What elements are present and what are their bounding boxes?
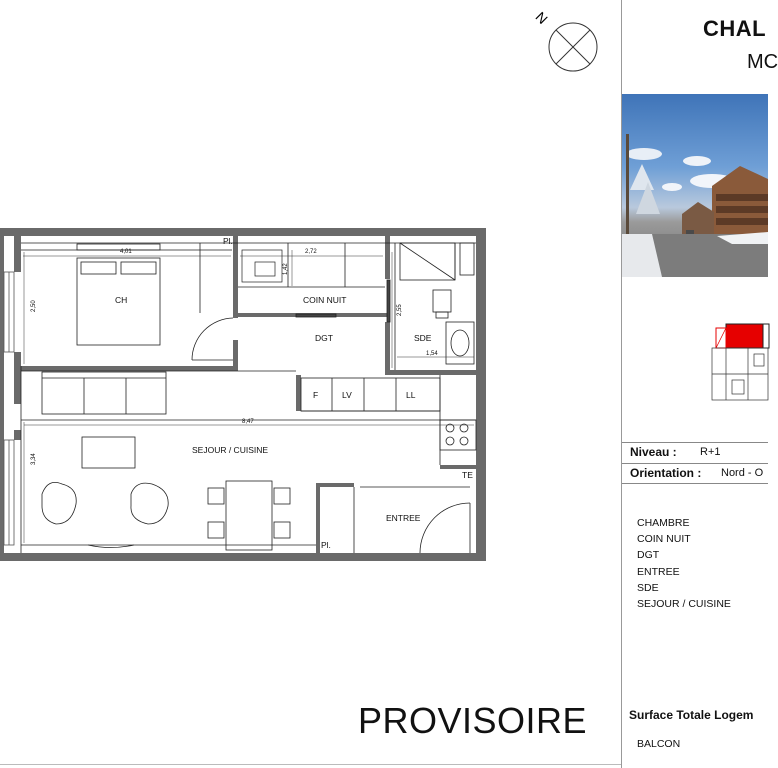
coin-nuit-furniture: [242, 250, 282, 282]
niveau-value: R+1: [700, 446, 721, 458]
dim-total-width: 8,47: [242, 419, 254, 425]
sofa: [42, 372, 166, 414]
fixture-placard-top: Pl.: [223, 236, 233, 246]
north-label: N: [532, 8, 551, 27]
compass-icon: [533, 9, 597, 71]
room-coin-nuit: COIN NUIT: [303, 295, 347, 305]
orientation-label: Orientation :: [630, 466, 702, 480]
orientation-value: Nord - O: [721, 467, 764, 479]
list-item: COIN NUIT: [637, 533, 691, 546]
bottom-rule: [0, 764, 621, 765]
room-sejour: SEJOUR / CUISINE: [192, 445, 269, 455]
dim-sde-width: 1,54: [426, 351, 438, 357]
niveau-row: [622, 442, 768, 462]
list-item: SDE: [637, 581, 659, 594]
dim-coin-width: 2,72: [305, 249, 317, 255]
list-item: DGT: [637, 549, 660, 562]
bathroom-fixtures: [400, 243, 474, 364]
dim-sde-depth: 2,55: [397, 304, 403, 316]
dim-sejour-depth: 3,34: [31, 453, 37, 465]
surface-total-label: Surface Totale Logem: [629, 708, 754, 722]
list-item: CHAMBRE: [637, 517, 690, 529]
project-subtitle: MC: [747, 51, 778, 73]
room-ch: CH: [115, 295, 128, 305]
project-title: CHAL: [703, 16, 767, 41]
fixture-dishwasher: LV: [342, 390, 352, 400]
room-list: [637, 515, 731, 612]
dim-ch-width: 4,01: [120, 249, 132, 255]
room-dgt: DGT: [315, 333, 333, 343]
niveau-label: Niveau :: [630, 445, 677, 459]
door-swings: [192, 280, 470, 553]
fixture-washer: LL: [406, 390, 416, 400]
room-sde: SDE: [414, 333, 432, 343]
list-item: ENTREE: [637, 565, 680, 578]
dim-ch-depth: 2,50: [31, 300, 37, 312]
building-photo: [622, 94, 768, 277]
orientation-row: [622, 463, 768, 484]
kitchen-counter: [301, 378, 476, 450]
fixture-placard-bottom: Pl.: [321, 540, 331, 550]
balcon-label: BALCON: [637, 738, 681, 750]
window-frames: [4, 272, 14, 545]
fixture-te: TE: [462, 470, 473, 480]
room-entree: ENTREE: [386, 513, 421, 523]
list-item: SEJOUR / CUISINE: [637, 598, 731, 611]
fixture-fridge: F: [313, 390, 319, 400]
dim-coin-depth: 1,42: [283, 263, 289, 275]
status-watermark: PROVISOIRE: [358, 700, 588, 741]
location-key-plan: [708, 322, 768, 406]
